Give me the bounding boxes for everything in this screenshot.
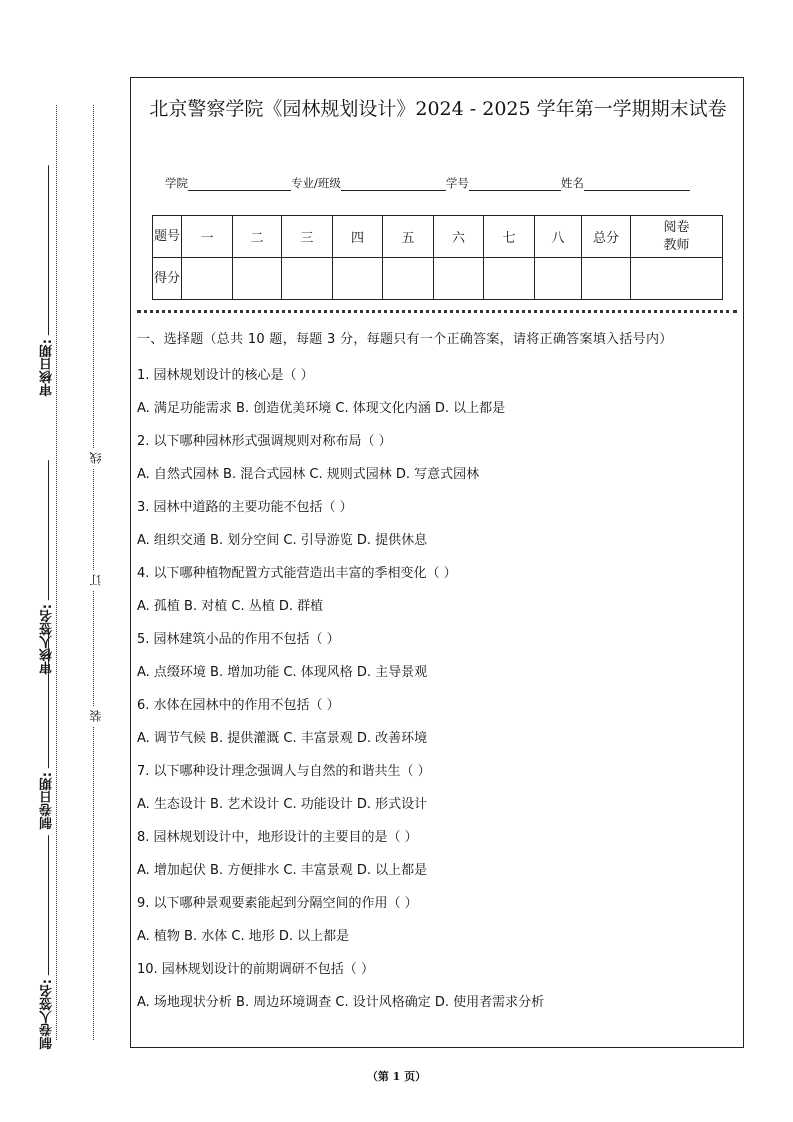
id-label: 学号 [445,176,469,190]
question-9: 9. 以下哪种景观要素能起到分隔空间的作用（ ） [137,896,418,911]
score-cell[interactable] [182,258,233,300]
options-7: A. 生态设计 B. 艺术设计 C. 功能设计 D. 形式设计 [137,797,428,812]
score-cell[interactable] [333,258,383,300]
header-cell: 五 [383,216,434,258]
questions-section [137,328,737,1019]
page-number: （第 1 页） [366,1070,427,1083]
options-8: A. 增加起伏 B. 方便排水 C. 丰富景观 D. 以上都是 [137,863,428,878]
score-cell[interactable] [383,258,434,300]
maker-sign-label: 制卷人签名: [40,979,55,1050]
binding-char-zhuang: 装 [87,706,104,726]
options-4: A. 孤植 B. 对植 C. 丛植 D. 群植 [137,599,324,614]
options-10: A. 场地现状分析 B. 周边环境调查 C. 设计风格确定 D. 使用者需求分析 [137,995,545,1010]
question-2: 2. 以下哪种园林形式强调规则对称布局（ ） [137,434,392,449]
score-table-score-row [153,258,723,300]
score-cell-total[interactable] [582,258,631,300]
question-3: 3. 园林中道路的主要功能不包括（ ） [137,500,353,515]
review-date-blank[interactable] [46,165,49,335]
header-cell: 四 [333,216,383,258]
options-6: A. 调节气候 B. 提供灌溉 C. 丰富景观 D. 改善环境 [137,731,428,746]
question-5: 5. 园林建筑小品的作用不包括（ ） [137,632,340,647]
major-label: 专业/班级 [291,176,341,190]
score-cell[interactable] [484,258,535,300]
question-7: 7. 以下哪种设计理念强调人与自然的和谐共生（ ） [137,764,431,779]
score-cell-grader[interactable] [631,258,723,300]
question-1: 1. 园林规划设计的核心是（ ） [137,368,314,383]
options-1: A. 满足功能需求 B. 创造优美环境 C. 体现文化内涵 D. 以上都是 [137,401,506,416]
options-5: A. 点缀环境 B. 增加功能 C. 体现风格 D. 主导景观 [137,665,428,680]
header-cell: 六 [434,216,484,258]
header-cell: 七 [484,216,535,258]
question-10: 10. 园林规划设计的前期调研不包括（ ） [137,962,374,977]
make-date-field [38,628,57,829]
row-label-defen: 得分 [153,258,182,300]
score-cell[interactable] [233,258,282,300]
college-label: 学院 [165,176,188,190]
name-blank[interactable] [584,178,690,191]
score-cell[interactable] [282,258,333,300]
options-2: A. 自然式园林 B. 混合式园林 C. 规则式园林 D. 写意式园林 [137,467,480,482]
maker-sign-field [38,835,57,1049]
binding-char-xian: 线 [87,448,104,468]
header-cell-total: 总分 [582,216,631,258]
reviewer-sign-label: 审核人签名: [40,604,55,675]
score-cell[interactable] [434,258,484,300]
id-blank[interactable] [469,178,561,191]
college-blank[interactable] [188,178,291,191]
review-date-field [38,165,57,396]
question-4: 4. 以下哪种植物配置方式能营造出丰富的季相变化（ ） [137,566,457,581]
reviewer-sign-blank[interactable] [46,460,49,600]
row-label-tihao: 题号 [153,216,182,258]
options-3: A. 组织交通 B. 划分空间 C. 引导游览 D. 提供休息 [137,533,428,548]
student-info-line [165,175,690,191]
score-table-header-row [153,216,723,258]
maker-sign-blank[interactable] [46,835,49,975]
name-label: 姓名 [560,176,584,190]
question-6: 6. 水体在园林中的作用不包括（ ） [137,698,340,713]
binding-char-ding: 订 [87,570,104,590]
options-9: A. 植物 B. 水体 C. 地形 D. 以上都是 [137,929,350,944]
review-date-label: 审核日期: [40,339,55,397]
dotted-separator [137,310,737,313]
header-cell: 三 [282,216,333,258]
header-cell: 一 [182,216,233,258]
exam-frame [130,77,744,1048]
exam-title: 北京警察学院《园林规划设计》2024 - 2025 学年第一学期期末试卷 [149,98,727,120]
header-cell: 二 [233,216,282,258]
score-cell[interactable] [535,258,582,300]
section-title: 一、选择题（总共 10 题，每题 3 分，每题只有一个正确答案，请将正确答案填入括号内） [137,332,673,347]
make-date-label: 制卷日期: [40,772,55,830]
header-cell: 八 [535,216,582,258]
make-date-blank[interactable] [46,628,49,768]
header-cell-grader: 阅卷教师 [631,216,723,258]
major-blank[interactable] [341,178,446,191]
question-8: 8. 园林规划设计中，地形设计的主要目的是（ ） [137,830,418,845]
score-table [152,215,723,300]
